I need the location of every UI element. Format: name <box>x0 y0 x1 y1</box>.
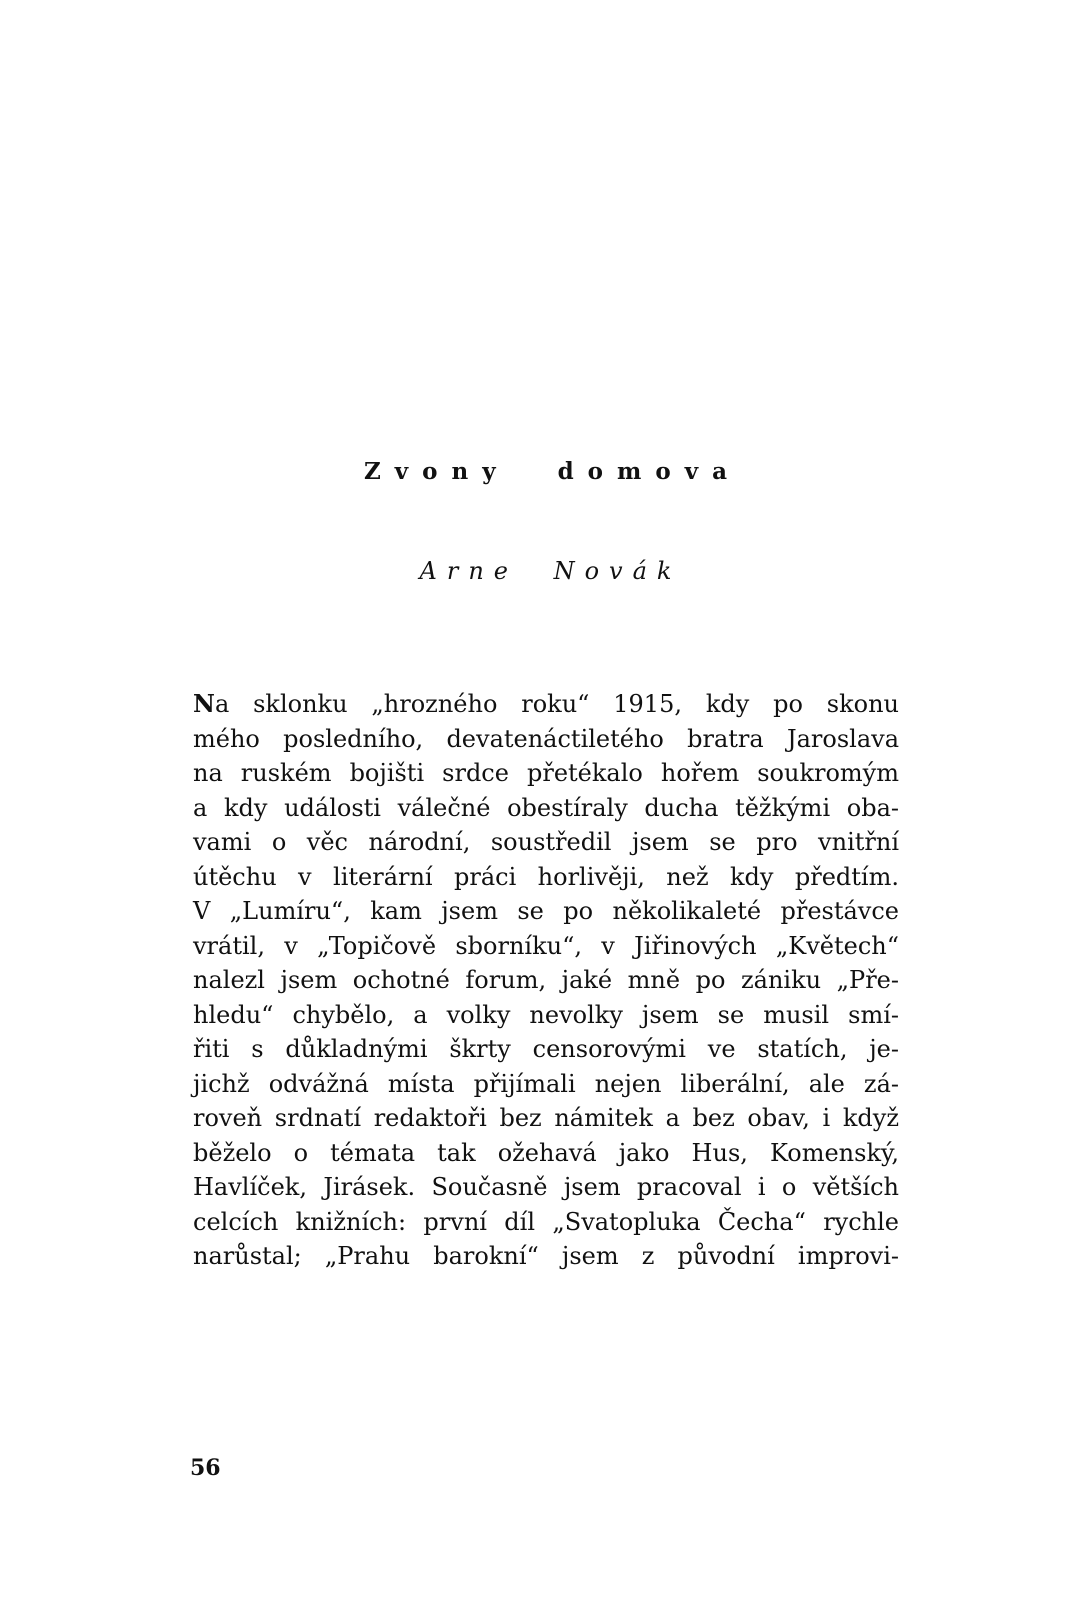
text-line: celcích knižních: první díl „Svatopluka Čecha“ rychle <box>193 1207 899 1236</box>
text-line: vrátil, v „Topičově sborníku“, v Jiřinových „Květech“ <box>193 931 899 960</box>
text-line: roveň srdnatí redaktoři bez námitek a bez obav, i když <box>193 1104 899 1132</box>
text-line: řiti s důkladnými škrty censorovými ve statích, je- <box>193 1035 899 1063</box>
text-line: hledu“ chybělo, a volky nevolky jsem se musil smí- <box>193 1000 899 1029</box>
text-line: vami o věc národní, soustředil jsem se pro vnitřní <box>193 828 899 856</box>
text-line: a kdy události válečné obestíraly ducha těžkými oba- <box>193 793 899 822</box>
text-line: mého posledního, devatenáctiletého bratra Jaroslava <box>193 724 899 753</box>
text-line: útěchu v literární práci horlivěji, než kdy předtím. <box>193 862 899 891</box>
chapter-title: Zvony domova <box>364 458 741 485</box>
text-line: nalezl jsem ochotné forum, jaké mně po zániku „Pře- <box>193 966 899 994</box>
author-name: Arne Novák <box>419 557 682 585</box>
text-line: Na sklonku „hrozného roku“ 1915, kdy po skonu <box>193 689 899 718</box>
text-line: na ruském bojišti srdce přetékalo hořem soukromým <box>193 759 899 787</box>
page-number: 56 <box>190 1455 221 1481</box>
text-line: narůstal; „Prahu barokní“ jsem z původní improvi- <box>193 1242 899 1270</box>
text-line: V „Lumíru“, kam jsem se po několikaleté přestávce <box>193 897 899 925</box>
body-paragraph <box>193 687 899 1274</box>
text-line: jichž odvážná místa přijímali nejen liberální, ale zá- <box>193 1069 899 1098</box>
text-line: Havlíček, Jirásek. Současně jsem pracoval i o větších <box>193 1173 899 1201</box>
text-line: běželo o témata tak ožehavá jako Hus, Komenský, <box>193 1138 899 1167</box>
